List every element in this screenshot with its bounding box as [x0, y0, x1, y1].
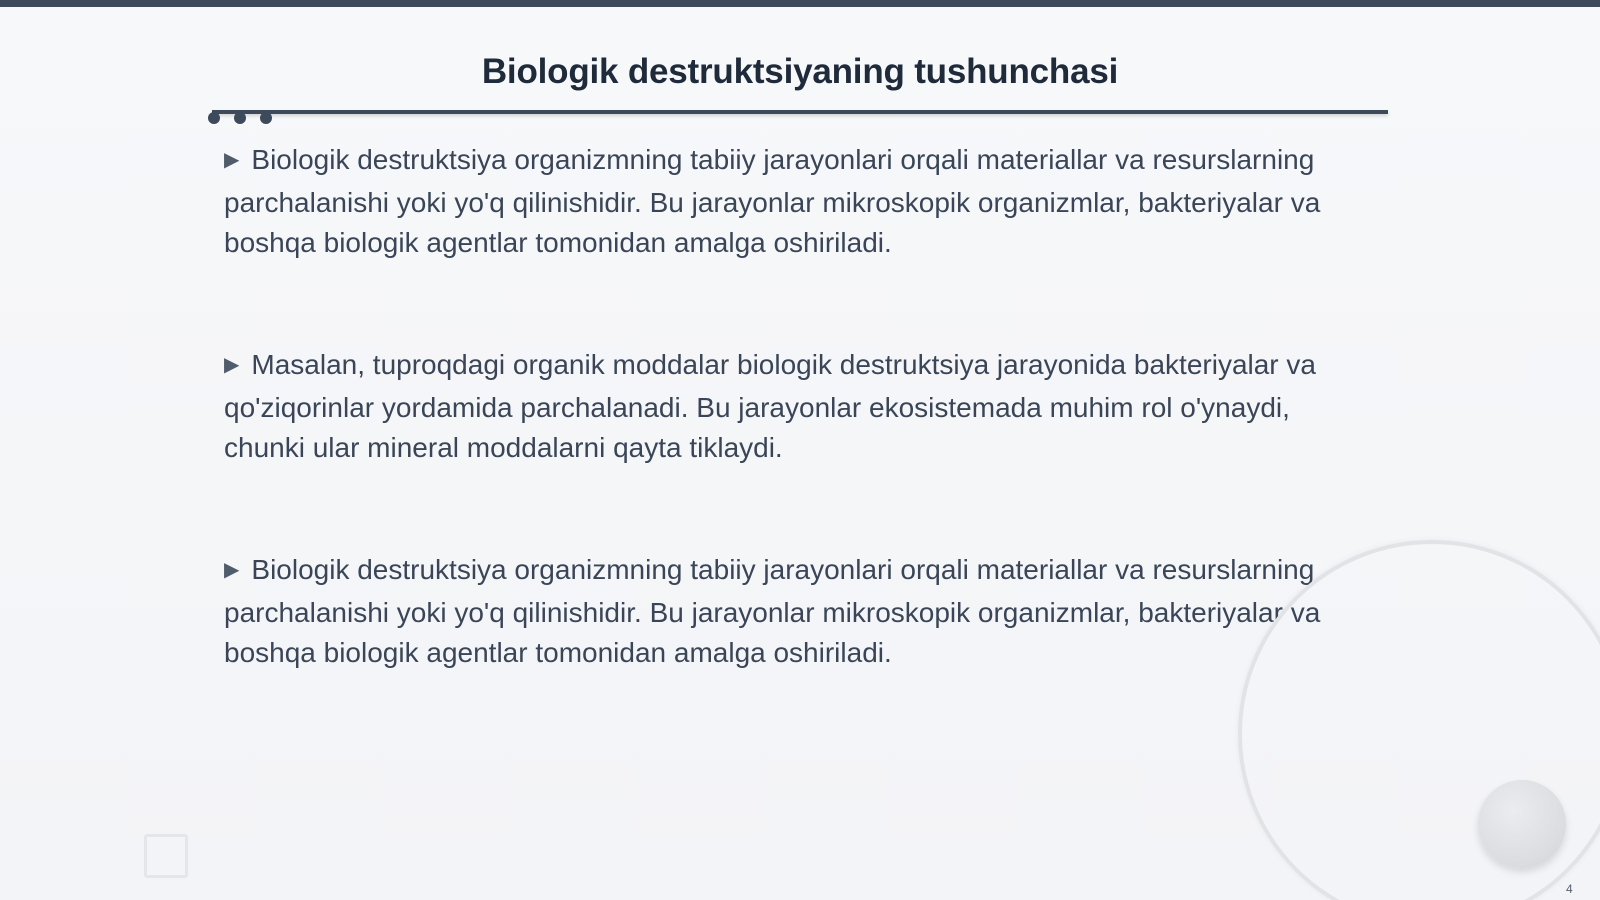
triangle-bullet-icon: ▶ — [224, 149, 240, 171]
decorative-sphere — [1478, 780, 1566, 868]
bullet-item — [224, 140, 1354, 263]
bullet-text: Biologik destruktsiya organizmning tabiiy jarayonlari orqali materiallar va resurslarning parchalanishi yoki yo'q qilinishidir. Bu jarayonlar mikroskopik organizmlar, bakteriyalar va boshqa biologik agentlar tomonidan amalga oshiriladi. — [224, 144, 1321, 258]
bullet-text: Masalan, tuproqdagi organik moddalar biologik destruktsiya jarayonida bakteriyalar va qo'ziqorinlar yordamida parchalanadi. Bu jarayonlar ekosistemada muhim rol o'ynaydi, chunki ular mineral moddalarni qayta tiklaydi. — [224, 349, 1316, 463]
bullet-text: Biologik destruktsiya organizmning tabiiy jarayonlari orqali materiallar va resurslarning parchalanishi yoki yo'q qilinishidir. Bu jarayonlar mikroskopik organizmlar, bakteriyalar va boshqa biologik agentlar tomonidan amalga oshiriladi. — [224, 554, 1321, 668]
bullet-item — [224, 550, 1354, 673]
decorative-square — [144, 834, 188, 878]
underline-dot — [208, 112, 220, 124]
underline-dot — [234, 112, 246, 124]
title-underline — [212, 110, 1388, 114]
page-number: 4 — [1566, 882, 1573, 896]
slide-title: Biologik destruktsiyaning tushunchasi — [481, 52, 1119, 91]
top-accent-bar — [0, 0, 1600, 7]
bullet-list — [224, 140, 1354, 755]
underline-dot — [260, 112, 272, 124]
bullet-item — [224, 345, 1354, 468]
triangle-bullet-icon: ▶ — [224, 354, 240, 376]
triangle-bullet-icon: ▶ — [224, 559, 240, 581]
